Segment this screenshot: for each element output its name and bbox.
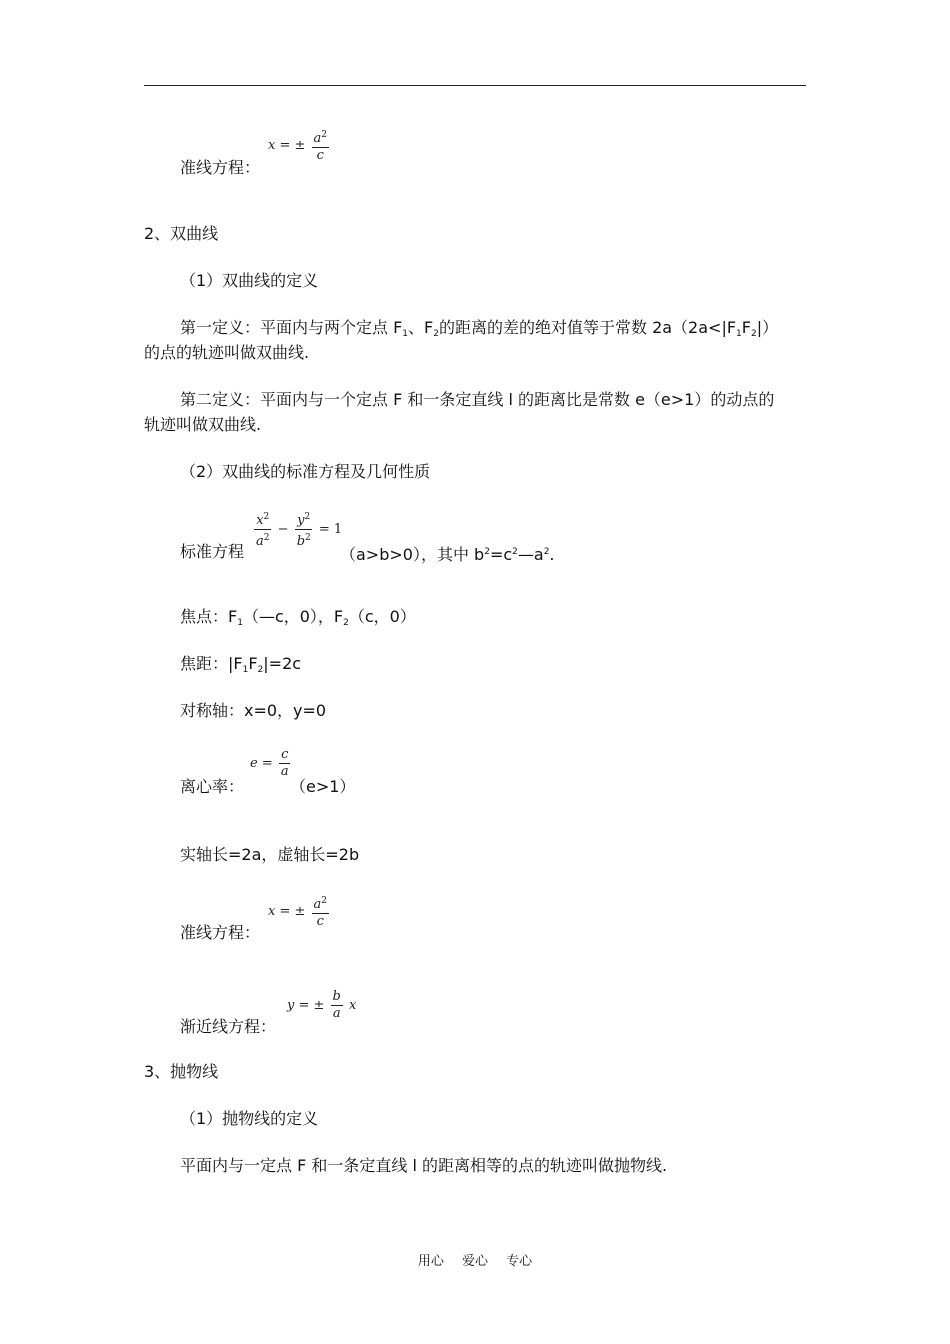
formula-standard-equation: $\frac{x^2}{a^2}$ − $\frac{y^2}{b^2}$ = 1 (256, 512, 343, 549)
formula-asymptotes: y = ± $\frac{b}{a}$ x (287, 989, 357, 1021)
asymptote-label: 渐近线方程： (180, 1017, 277, 1036)
hyperbola-definition-2-cont: 轨迹叫做双曲线. (144, 415, 262, 434)
formula-directrix-hyperbola: x = ± $\frac{a^2}{c}$ (268, 896, 328, 929)
section-2-2-heading: （2）双曲线的标准方程及几何性质 (180, 462, 431, 481)
axes-length: 实轴长=2a，虚轴长=2b (180, 845, 360, 864)
hyperbola-definition-2: 第二定义：平面内与一个定点 F 和一条定直线 l 的距离比是常数 e（e>1）的动点的 (180, 390, 775, 409)
hyperbola-definition-1-cont: 的点的轨迹叫做双曲线. (144, 343, 310, 362)
standard-equation-condition: （a>b>0），其中 $b^2=c^2—a^2$. (340, 545, 555, 564)
section-3-1-heading: （1）抛物线的定义 (180, 1109, 319, 1128)
formula-directrix-ellipse: x = ± $\frac{a^2}{c}$ (268, 130, 328, 163)
section-2-heading: 2、双曲线 (144, 224, 219, 243)
section-3-heading: 3、抛物线 (144, 1062, 219, 1081)
foci: 焦点：$F_1(—c$，0），$F_2(c$，0） (180, 607, 416, 628)
section-2-1-heading: （1）双曲线的定义 (180, 271, 319, 290)
eccentricity-label: 离心率： (180, 777, 245, 796)
directrix-label: 准线方程： (180, 158, 261, 177)
parabola-definition: 平面内与一定点 F 和一条定直线 l 的距离相等的点的轨迹叫做抛物线. (180, 1156, 668, 1175)
symmetry-axes: 对称轴：x=0，y=0 (180, 701, 327, 720)
footer-text: 用心 爱心 专心 (417, 1254, 533, 1269)
standard-equation-label: 标准方程 (180, 542, 245, 561)
eccentricity-condition: （e>1） (290, 777, 356, 796)
hyperbola-definition-1: 第一定义：平面内与两个定点 $F_1$、$F_2$的距离的差的绝对值等于常数 $2a(2a<|F_1F_2|)$ (180, 318, 779, 339)
hyperbola-directrix-label: 准线方程： (180, 923, 261, 942)
header-rule (144, 85, 806, 86)
focal-distance: 焦距：$|F_1F_2|=2c$ (180, 654, 302, 675)
formula-eccentricity: e = $\frac{c}{a}$ (250, 747, 289, 779)
